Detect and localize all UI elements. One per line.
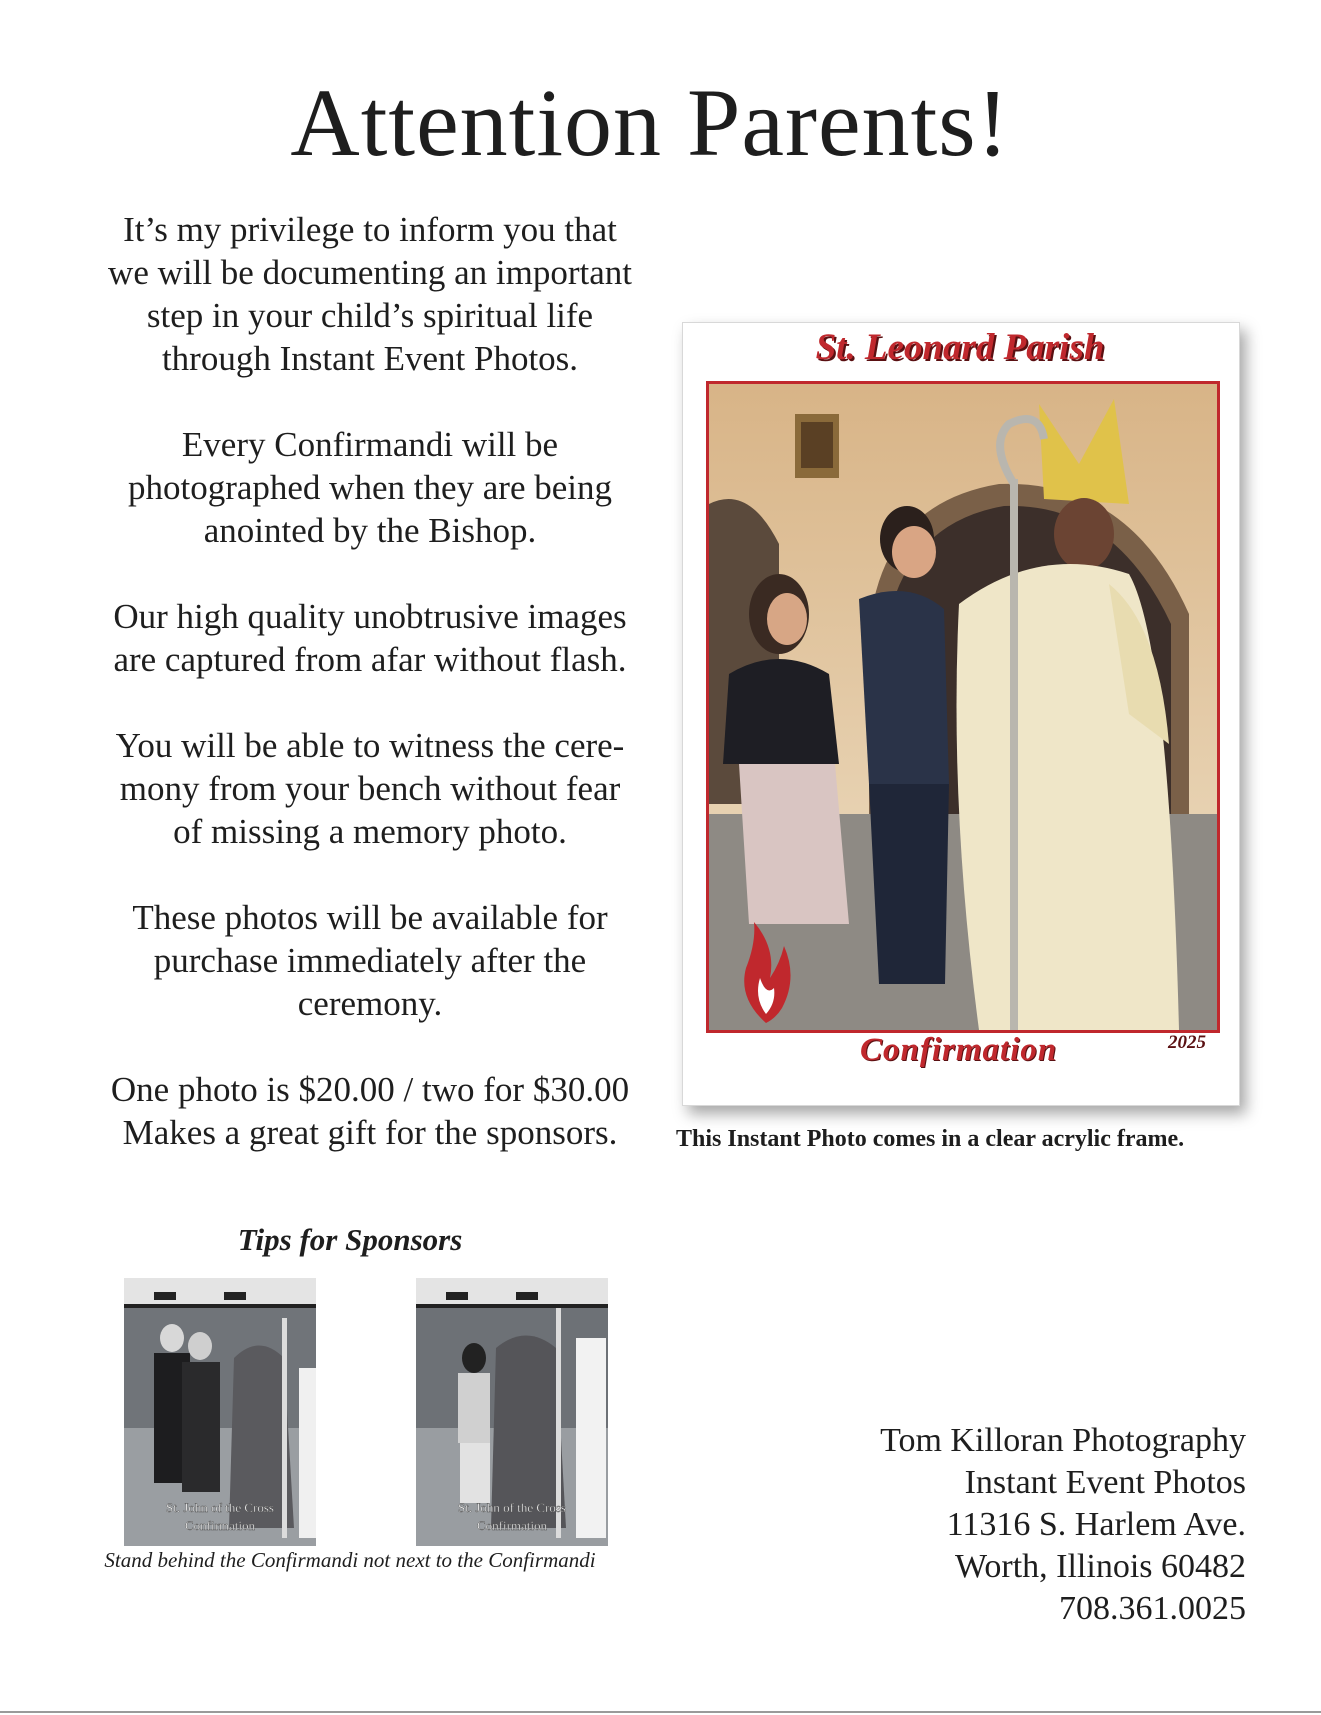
paragraph-pricing: One photo is $20.00 / two for $30.00 Makes a great gift for the sponsors. xyxy=(110,1070,630,1152)
tip-photo-1-sub: Confirmation xyxy=(184,1518,256,1533)
year-label: 2025 xyxy=(1168,1032,1206,1053)
contact-street: 11316 S. Harlem Ave. xyxy=(946,1506,1246,1543)
contact-business: Instant Event Photos xyxy=(964,1464,1246,1501)
paragraph-intro: It’s my privilege to inform you that we will be documenting an important step in your child’s spiritual life through Instant Event Photos. xyxy=(108,210,632,378)
frame-caption: This Instant Photo comes in a clear acrylic frame. xyxy=(676,1126,1185,1152)
contact-phone: 708.361.0025 xyxy=(1059,1590,1246,1627)
paragraph-anointing: Every Confirmandi will be photographed when they are being anointed by the Bishop. xyxy=(127,425,612,550)
paragraph-quality: Our high quality unobtrusive images are captured from afar without flash. xyxy=(113,597,627,679)
contact-city: Worth, Illinois 60482 xyxy=(955,1548,1246,1585)
confirmation-label: Confirmation xyxy=(860,1032,1058,1068)
page-title: Attention Parents! xyxy=(290,69,1010,176)
tip-photo-incorrect xyxy=(416,1278,608,1546)
sponsor-example-illustration xyxy=(416,1278,608,1546)
tip-photo-2-sub: Confirmation xyxy=(476,1518,548,1533)
tips-title: Tips for Sponsors xyxy=(237,1222,463,1257)
sponsor-example-illustration xyxy=(124,1278,316,1546)
paragraph-witness: You will be able to witness the cere- mony from your bench without fear of missing a memory photo. xyxy=(115,726,625,851)
info-text xyxy=(90,208,650,1154)
tip-photo-2-text: St. John of the Cross xyxy=(458,1500,566,1515)
holy-spirit-flame-icon xyxy=(736,918,806,1028)
paragraph-availability: These photos will be available for purchase immediately after the ceremony. xyxy=(132,898,608,1023)
parish-name: St. Leonard Parish xyxy=(815,327,1105,368)
page-bottom-divider xyxy=(0,1711,1321,1713)
tip-photo-correct xyxy=(124,1278,316,1546)
contact-block xyxy=(800,1420,1246,1630)
tip-photo-1-text: St. John of the Cross xyxy=(166,1500,274,1515)
contact-name: Tom Killoran Photography xyxy=(880,1422,1246,1459)
tip-caption: Stand behind the Confirmandi not next to the Confirmandi xyxy=(104,1548,596,1572)
